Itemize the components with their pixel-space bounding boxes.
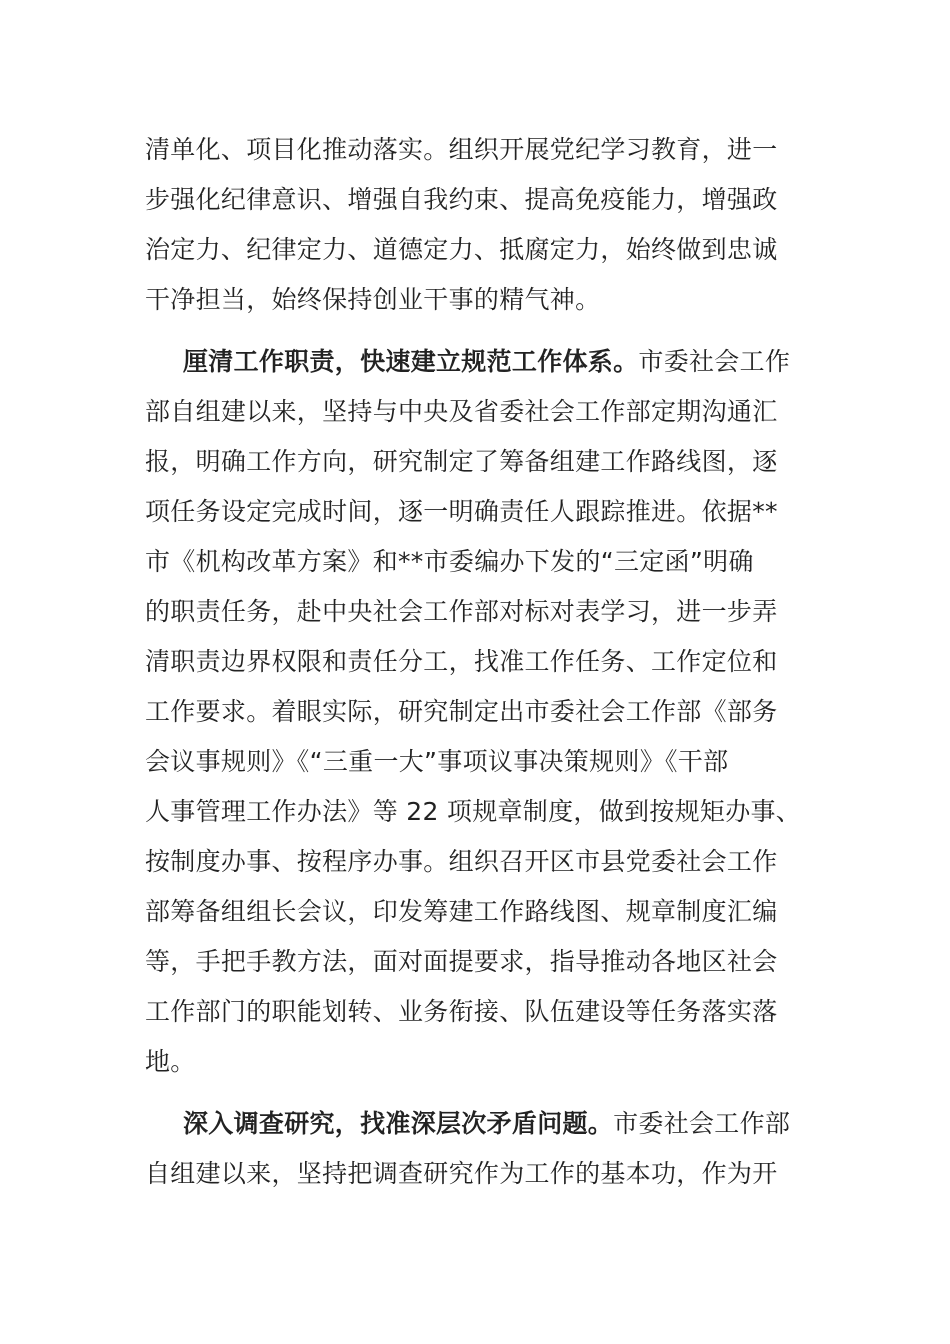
- text-line: 人事管理工作办法》等 22 项规章制度，做到按规矩办事、: [145, 797, 802, 826]
- document-page: [145, 125, 810, 1199]
- text-line: 步强化纪律意识、增强自我约束、提高免疫能力，增强政: [145, 185, 778, 214]
- text-line: 会议事规则》《“三重一大”事项议事决策规则》《干部: [145, 747, 729, 776]
- text-line: 地。: [145, 1047, 196, 1076]
- paragraph-investigation-research: [145, 1099, 810, 1199]
- text-line: 市委社会工作: [638, 347, 791, 376]
- paragraph-party-discipline: [145, 125, 810, 325]
- first-line: [145, 337, 810, 387]
- text-line: 市委社会工作部: [613, 1109, 791, 1138]
- text-line: 部自组建以来，坚持与中央及省委社会工作部定期沟通汇: [145, 397, 778, 426]
- text-line: 自组建以来，坚持把调查研究作为工作的基本功，作为开: [145, 1159, 778, 1188]
- text-line: 工作要求。着眼实际，研究制定出市委社会工作部《部务: [145, 697, 778, 726]
- text-line: 工作部门的职能划转、业务衔接、队伍建设等任务落实落: [145, 997, 778, 1026]
- text-line: 报，明确工作方向，研究制定了筹备组建工作路线图，逐: [145, 447, 778, 476]
- text-line: 按制度办事、按程序办事。组织召开区市县党委社会工作: [145, 847, 778, 876]
- first-line: [145, 1099, 810, 1149]
- paragraph-lead-heading: 深入调查研究，找准深层次矛盾问题。: [183, 1109, 614, 1138]
- text-line: 治定力、纪律定力、道德定力、抵腐定力，始终做到忠诚: [145, 235, 778, 264]
- paragraph-work-duties: [145, 337, 810, 1087]
- paragraph-lead-heading: 厘清工作职责，快速建立规范工作体系。: [183, 347, 639, 376]
- text-line: 部筹备组组长会议，印发筹建工作路线图、规章制度汇编: [145, 897, 778, 926]
- text-line: 清单化、项目化推动落实。组织开展党纪学习教育，进一: [145, 135, 778, 164]
- text-line: 的职责任务，赴中央社会工作部对标对表学习，进一步弄: [145, 597, 778, 626]
- text-line: 清职责边界权限和责任分工，找准工作任务、工作定位和: [145, 647, 778, 676]
- text-line: 项任务设定完成时间，逐一明确责任人跟踪推进。依据**: [145, 497, 778, 526]
- text-line: 等，手把手教方法，面对面提要求，指导推动各地区社会: [145, 947, 778, 976]
- text-line: 干净担当，始终保持创业干事的精气神。: [145, 285, 601, 314]
- text-line: 市《机构改革方案》和**市委编办下发的“三定函”明确: [145, 547, 754, 576]
